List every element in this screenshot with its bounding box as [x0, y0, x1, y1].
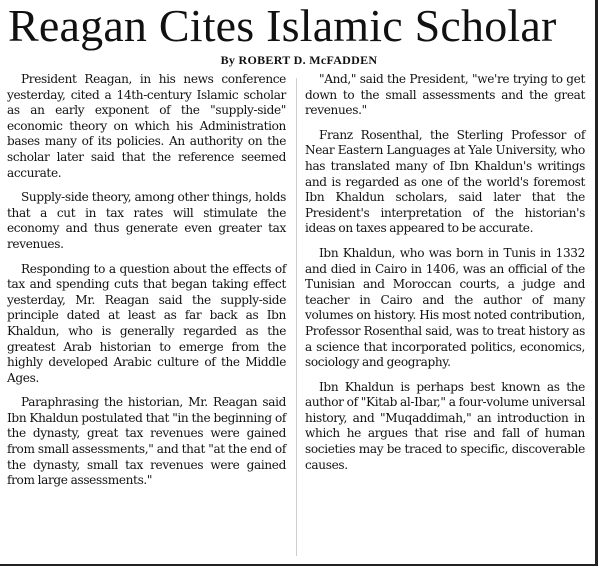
paragraph: Franz Rosenthal, the Sterling Professor of Near Eastern Languages at Yale University, who has translated many of Ibn Khaldun's writings and is regarded as one of the world's foremost Ibn Khaldun scholars, said later that the President's interpretation of the historian's ideas on taxes appeared to be accurate.	[305, 127, 585, 236]
paragraph: "And," said the President, "we're trying to get down to the small assessments and the great revenues."	[305, 72, 585, 118]
paragraph: Ibn Khaldun is perhaps best known as the author of "Kitab al-Ibar," a four-volume universal history, and "Muqaddimah," an introduction in which he argues that rise and fall of human societies may be traced to specific, discoverable causes.	[305, 379, 585, 472]
byline: By ROBERT D. McFADDEN	[220, 53, 378, 67]
article-column-left	[7, 72, 286, 498]
paragraph: President Reagan, in his news conference yesterday, cited a 14th-century Islamic scholar as an early exponent of the "supply-side" economic theory on which his Administration bases many of its policies. An authority on the scholar later said that the reference seemed accurate.	[7, 72, 286, 180]
paragraph: Responding to a question about the effects of tax and spending cuts that began taking effect yesterday, Mr. Reagan said the supply-side principle dated at least as far back as Ibn Khaldun, who is generally regarded as the greatest Arab historian to emerge from the highly developed Arabic culture of the Middle Ages.	[7, 261, 286, 385]
headline: Reagan Cites Islamic Scholar	[8, 0, 557, 51]
paragraph: Ibn Khaldun, who was born in Tunis in 1332 and died in Cairo in 1406, was an official of the Tunisian and Moroccan courts, a judge and teacher in Cairo and the author of many volumes on history. His most noted contribution, Professor Rosenthal said, was to treat history as a science that incorporated politics, economics, sociology and geography.	[305, 245, 585, 370]
column-divider	[296, 78, 297, 556]
paragraph: Supply-side theory, among other things, holds that a cut in tax rates will stimulate the economy and thus generate even greater tax revenues.	[7, 190, 286, 251]
paragraph: Paraphrasing the historian, Mr. Reagan said Ibn Khaldun postulated that "in the beginning of the dynasty, great tax revenues were gained from small assessments," and that "at the end of the dynasty, small tax revenues were gained from large assessments."	[7, 395, 286, 488]
article-column-right	[305, 72, 585, 482]
